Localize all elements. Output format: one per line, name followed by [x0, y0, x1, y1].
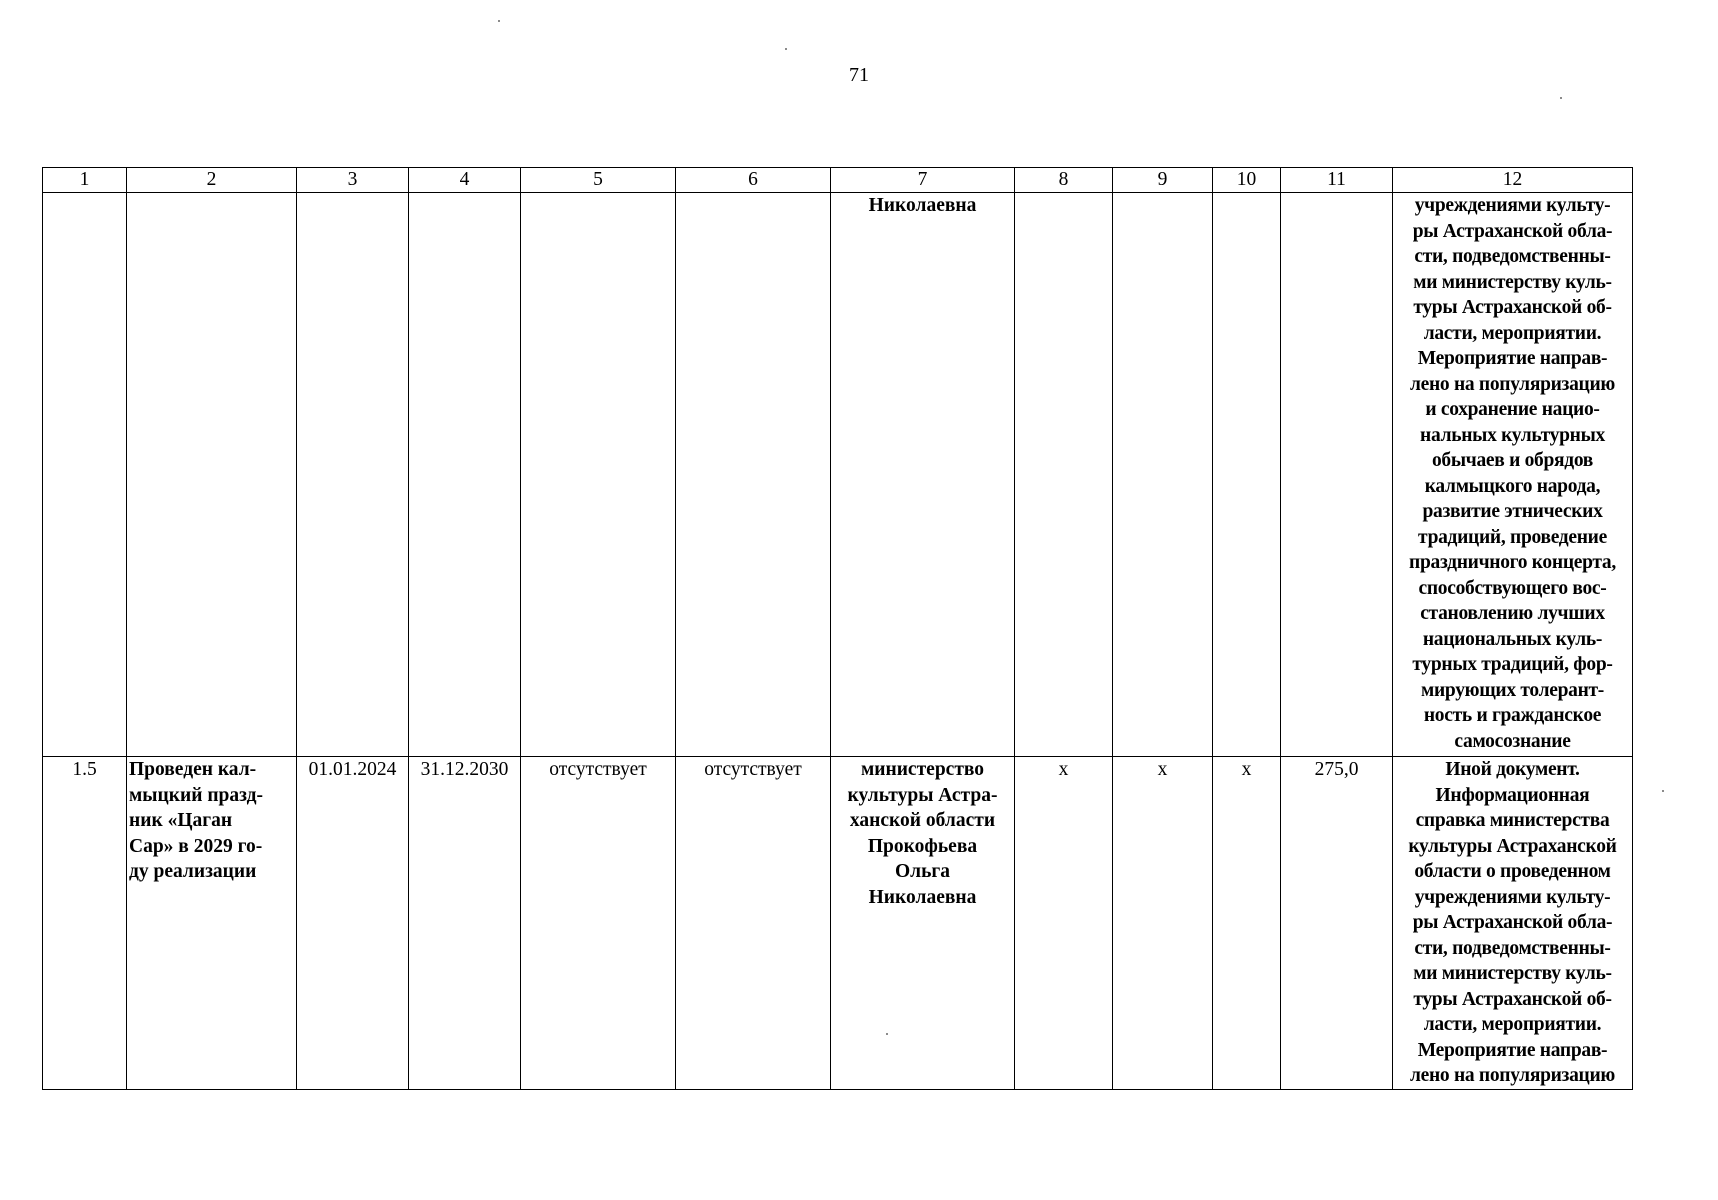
header-cell-1: 1 [43, 168, 127, 193]
header-cell-5: 5 [521, 168, 676, 193]
empty-cell [409, 193, 521, 757]
header-cell-2: 2 [127, 168, 297, 193]
column-number-header-row [43, 168, 1633, 193]
start-date: 01.01.2024 [297, 757, 409, 1090]
header-cell-12: 12 [1393, 168, 1633, 193]
empty-cell [43, 193, 127, 757]
col10-value: х [1213, 757, 1281, 1090]
event-name: Проведен кал- мыцкий празд- ник «Цаган Сар» в 2029 го- ду реализации [127, 757, 297, 1090]
col6-value: отсутствует [676, 757, 831, 1090]
funding-amount: 275,0 [1281, 757, 1393, 1090]
scan-speck [1560, 97, 1562, 99]
measures-table [42, 167, 1633, 1090]
empty-cell [521, 193, 676, 757]
header-cell-4: 4 [409, 168, 521, 193]
col8-value: х [1015, 757, 1113, 1090]
scan-speck [498, 20, 500, 22]
scan-speck [785, 48, 787, 50]
empty-cell [1113, 193, 1213, 757]
empty-cell [1213, 193, 1281, 757]
empty-cell [1015, 193, 1113, 757]
header-cell-11: 11 [1281, 168, 1393, 193]
empty-cell [297, 193, 409, 757]
result-description-continued: учреждениями культу- ры Астраханской обла- сти, подведомственны- ми министерству куль- туры Астраханской об- ласти, мероприятии. Мероприятие направ- лено на популяризацию и сохранение нацио- нальных культурных обычаев и обрядов калмыцкого народа, развитие этнических традиций, проведение праздничного концерта, способствующего вос- становлению лучших национальных куль- турных традиций, фор- мирующих толерант- ность и гражданское самосознание [1393, 193, 1633, 757]
end-date: 31.12.2030 [409, 757, 521, 1090]
responsible-person-continued: Николаевна [831, 193, 1015, 757]
col9-value: х [1113, 757, 1213, 1090]
header-cell-7: 7 [831, 168, 1015, 193]
empty-cell [676, 193, 831, 757]
empty-cell [1281, 193, 1393, 757]
empty-cell [127, 193, 297, 757]
header-cell-6: 6 [676, 168, 831, 193]
responsible-executor: министерство культуры Астра- ханской области Прокофьева Ольга Николаевна [831, 757, 1015, 1090]
table-row-continued [43, 193, 1633, 757]
header-cell-9: 9 [1113, 168, 1213, 193]
table-row-1-5 [43, 757, 1633, 1090]
row-number: 1.5 [43, 757, 127, 1090]
col5-value: отсутствует [521, 757, 676, 1090]
header-cell-8: 8 [1015, 168, 1113, 193]
result-description: Иной документ. Информационная справка министерства культуры Астраханской области о проведенном учреждениями культу- ры Астраханской обла- сти, подведомственны- ми министерству куль- туры Астраханской об- ласти, мероприятии. Мероприятие направ- лено на популяризацию [1393, 757, 1633, 1090]
header-cell-10: 10 [1213, 168, 1281, 193]
header-cell-3: 3 [297, 168, 409, 193]
scan-speck [886, 1033, 888, 1035]
scan-speck [1662, 790, 1664, 792]
page-number: 71 [849, 64, 869, 86]
